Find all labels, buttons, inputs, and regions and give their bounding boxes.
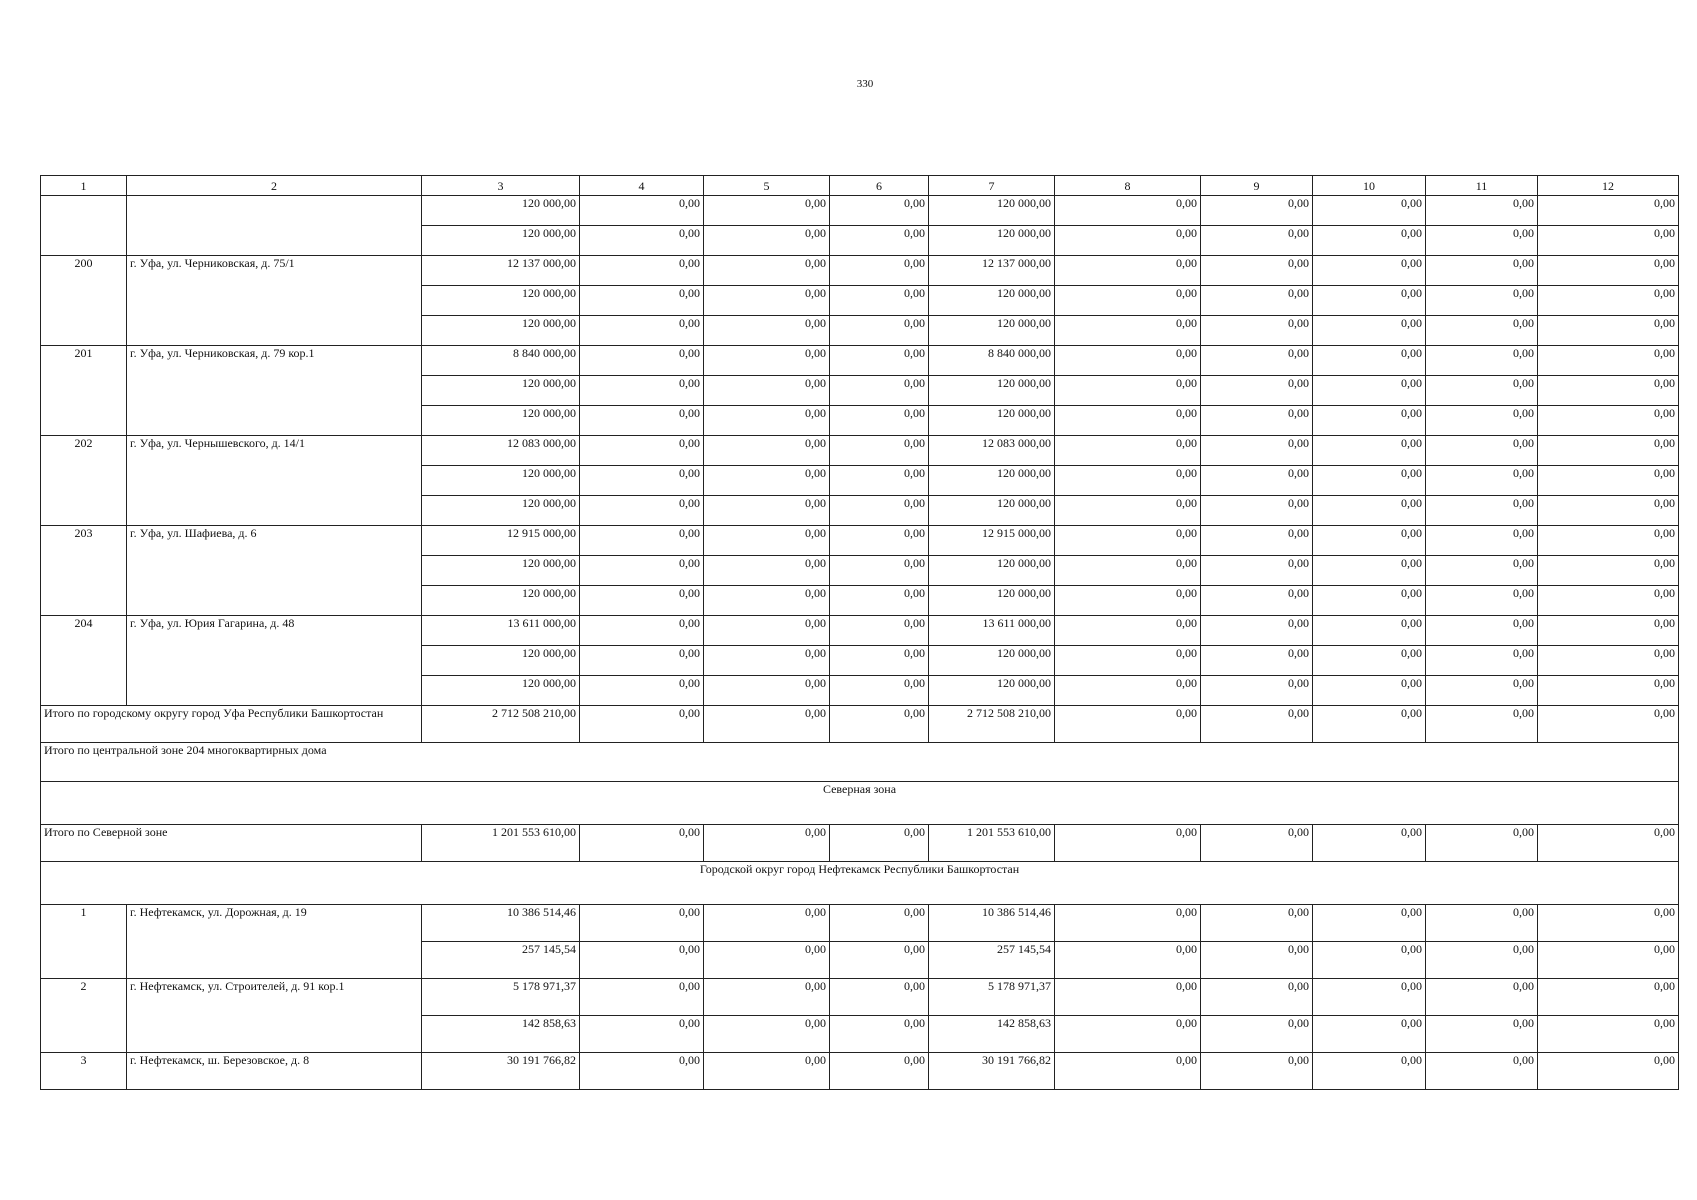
amount-col-3: 120 000,00 — [422, 406, 580, 436]
amount-col-8: 0,00 — [1055, 436, 1201, 466]
amount-col-11: 0,00 — [1426, 646, 1538, 676]
amount-col-5: 0,00 — [704, 646, 830, 676]
amount-col-4: 0,00 — [580, 316, 704, 346]
amount-col-9: 0,00 — [1201, 496, 1313, 526]
amount-col-10: 0,00 — [1313, 1016, 1426, 1053]
amount-col-6: 0,00 — [830, 706, 929, 743]
amount-col-4: 0,00 — [580, 526, 704, 556]
amount-col-11: 0,00 — [1426, 436, 1538, 466]
amount-col-11: 0,00 — [1426, 905, 1538, 942]
north-total-label: Итого по Северной зоне — [41, 825, 422, 862]
amount-col-3: 120 000,00 — [422, 286, 580, 316]
amount-col-7: 8 840 000,00 — [929, 346, 1055, 376]
amount-col-6: 0,00 — [830, 316, 929, 346]
north-zone-title-row — [41, 782, 1679, 825]
amount-col-10: 0,00 — [1313, 526, 1426, 556]
amount-col-3: 12 137 000,00 — [422, 256, 580, 286]
address-cell: г. Нефтекамск, ул. Дорожная, д. 19 — [127, 905, 422, 979]
column-header-11: 11 — [1426, 176, 1538, 196]
column-header-2: 2 — [127, 176, 422, 196]
amount-col-6: 0,00 — [830, 646, 929, 676]
amount-col-8: 0,00 — [1055, 586, 1201, 616]
amount-col-12: 0,00 — [1538, 942, 1679, 979]
amount-col-8: 0,00 — [1055, 256, 1201, 286]
building-row — [41, 346, 1679, 376]
amount-col-11: 0,00 — [1426, 586, 1538, 616]
continuation-row — [41, 196, 1679, 226]
amount-col-3: 120 000,00 — [422, 586, 580, 616]
amount-col-9: 0,00 — [1201, 316, 1313, 346]
amount-col-3: 12 083 000,00 — [422, 436, 580, 466]
amount-col-9: 0,00 — [1201, 979, 1313, 1016]
amount-col-8: 0,00 — [1055, 1016, 1201, 1053]
amount-col-10: 0,00 — [1313, 346, 1426, 376]
amount-col-3: 10 386 514,46 — [422, 905, 580, 942]
amount-col-7: 120 000,00 — [929, 226, 1055, 256]
amount-col-4: 0,00 — [580, 1053, 704, 1090]
amount-col-10: 0,00 — [1313, 196, 1426, 226]
amount-col-5: 0,00 — [704, 1053, 830, 1090]
amount-col-10: 0,00 — [1313, 616, 1426, 646]
amount-col-8: 0,00 — [1055, 676, 1201, 706]
amount-col-11: 0,00 — [1426, 616, 1538, 646]
column-header-1: 1 — [41, 176, 127, 196]
amount-col-4: 0,00 — [580, 646, 704, 676]
amount-col-3: 120 000,00 — [422, 676, 580, 706]
amount-col-4: 0,00 — [580, 586, 704, 616]
amount-col-4: 0,00 — [580, 466, 704, 496]
amount-col-11: 0,00 — [1426, 979, 1538, 1016]
amount-col-10: 0,00 — [1313, 466, 1426, 496]
amount-col-3: 8 840 000,00 — [422, 346, 580, 376]
north-total-row — [41, 825, 1679, 862]
amount-col-12: 0,00 — [1538, 526, 1679, 556]
amount-col-12: 0,00 — [1538, 646, 1679, 676]
address-cell: г. Уфа, ул. Черниковская, д. 79 кор.1 — [127, 346, 422, 436]
amount-col-3: 120 000,00 — [422, 226, 580, 256]
amount-col-6: 0,00 — [830, 406, 929, 436]
amount-col-7: 5 178 971,37 — [929, 979, 1055, 1016]
amount-col-7: 120 000,00 — [929, 406, 1055, 436]
amount-col-11: 0,00 — [1426, 286, 1538, 316]
amount-col-8: 0,00 — [1055, 706, 1201, 743]
amount-col-5: 0,00 — [704, 226, 830, 256]
amount-col-9: 0,00 — [1201, 526, 1313, 556]
amount-col-7: 120 000,00 — [929, 496, 1055, 526]
amount-col-12: 0,00 — [1538, 196, 1679, 226]
amount-col-7: 120 000,00 — [929, 466, 1055, 496]
amount-col-6: 0,00 — [830, 1016, 929, 1053]
amount-col-12: 0,00 — [1538, 556, 1679, 586]
amount-col-7: 12 083 000,00 — [929, 436, 1055, 466]
amount-col-12: 0,00 — [1538, 979, 1679, 1016]
amount-col-5: 0,00 — [704, 979, 830, 1016]
amount-col-4: 0,00 — [580, 979, 704, 1016]
amount-col-12: 0,00 — [1538, 496, 1679, 526]
amount-col-7: 12 915 000,00 — [929, 526, 1055, 556]
amount-col-10: 0,00 — [1313, 406, 1426, 436]
amount-col-4: 0,00 — [580, 556, 704, 586]
column-header-10: 10 — [1313, 176, 1426, 196]
amount-col-3: 120 000,00 — [422, 646, 580, 676]
amount-col-5: 0,00 — [704, 905, 830, 942]
amount-col-8: 0,00 — [1055, 346, 1201, 376]
column-header-5: 5 — [704, 176, 830, 196]
building-row — [41, 616, 1679, 646]
amount-col-5: 0,00 — [704, 556, 830, 586]
amount-col-4: 0,00 — [580, 226, 704, 256]
amount-col-11: 0,00 — [1426, 256, 1538, 286]
amount-col-4: 0,00 — [580, 196, 704, 226]
column-header-6: 6 — [830, 176, 929, 196]
amount-col-10: 0,00 — [1313, 905, 1426, 942]
ufa-total-label: Итого по городскому округу город Уфа Республики Башкортостан — [41, 706, 422, 743]
column-header-12: 12 — [1538, 176, 1679, 196]
amount-col-5: 0,00 — [704, 436, 830, 466]
column-header-9: 9 — [1201, 176, 1313, 196]
amount-col-9: 0,00 — [1201, 436, 1313, 466]
amount-col-7: 142 858,63 — [929, 1016, 1055, 1053]
amount-col-12: 0,00 — [1538, 676, 1679, 706]
address-cell — [127, 196, 422, 256]
row-number-cell: 202 — [41, 436, 127, 526]
amount-col-8: 0,00 — [1055, 942, 1201, 979]
amount-col-8: 0,00 — [1055, 905, 1201, 942]
amount-col-9: 0,00 — [1201, 586, 1313, 616]
amount-col-7: 120 000,00 — [929, 646, 1055, 676]
amount-col-6: 0,00 — [830, 346, 929, 376]
amount-col-9: 0,00 — [1201, 196, 1313, 226]
amount-col-6: 0,00 — [830, 196, 929, 226]
amount-col-10: 0,00 — [1313, 286, 1426, 316]
amount-col-8: 0,00 — [1055, 466, 1201, 496]
amount-col-9: 0,00 — [1201, 556, 1313, 586]
building-row — [41, 979, 1679, 1016]
amount-col-10: 0,00 — [1313, 942, 1426, 979]
row-number-cell: 2 — [41, 979, 127, 1053]
amount-col-12: 0,00 — [1538, 406, 1679, 436]
amount-col-4: 0,00 — [580, 1016, 704, 1053]
amount-col-8: 0,00 — [1055, 556, 1201, 586]
amount-col-10: 0,00 — [1313, 256, 1426, 286]
amount-col-12: 0,00 — [1538, 586, 1679, 616]
amount-col-7: 10 386 514,46 — [929, 905, 1055, 942]
amount-col-8: 0,00 — [1055, 286, 1201, 316]
amount-col-4: 0,00 — [580, 406, 704, 436]
building-row — [41, 256, 1679, 286]
amount-col-7: 257 145,54 — [929, 942, 1055, 979]
amount-col-5: 0,00 — [704, 586, 830, 616]
amount-col-8: 0,00 — [1055, 406, 1201, 436]
amount-col-8: 0,00 — [1055, 1053, 1201, 1090]
amount-col-11: 0,00 — [1426, 466, 1538, 496]
central-zone-total-row — [41, 743, 1679, 782]
amount-col-4: 0,00 — [580, 905, 704, 942]
amount-col-11: 0,00 — [1426, 406, 1538, 436]
amount-col-3: 120 000,00 — [422, 196, 580, 226]
amount-col-3: 120 000,00 — [422, 496, 580, 526]
amount-col-5: 0,00 — [704, 942, 830, 979]
north-zone-title: Северная зона — [41, 782, 1679, 825]
row-number-cell: 200 — [41, 256, 127, 346]
amount-col-11: 0,00 — [1426, 556, 1538, 586]
amount-col-12: 0,00 — [1538, 825, 1679, 862]
amount-col-11: 0,00 — [1426, 376, 1538, 406]
row-number-cell — [41, 196, 127, 256]
address-cell: г. Уфа, ул. Чернышевского, д. 14/1 — [127, 436, 422, 526]
amount-col-9: 0,00 — [1201, 942, 1313, 979]
amount-col-9: 0,00 — [1201, 376, 1313, 406]
amount-col-8: 0,00 — [1055, 979, 1201, 1016]
amount-col-12: 0,00 — [1538, 316, 1679, 346]
amount-col-10: 0,00 — [1313, 496, 1426, 526]
amount-col-6: 0,00 — [830, 496, 929, 526]
page-number: 330 — [856, 78, 874, 90]
amount-col-7: 120 000,00 — [929, 376, 1055, 406]
row-number-cell: 3 — [41, 1053, 127, 1090]
row-number-cell: 201 — [41, 346, 127, 436]
amount-col-5: 0,00 — [704, 196, 830, 226]
amount-col-9: 0,00 — [1201, 286, 1313, 316]
amount-col-3: 5 178 971,37 — [422, 979, 580, 1016]
amount-col-5: 0,00 — [704, 676, 830, 706]
amount-col-4: 0,00 — [580, 496, 704, 526]
amount-col-4: 0,00 — [580, 676, 704, 706]
amount-col-9: 0,00 — [1201, 256, 1313, 286]
address-cell: г. Уфа, ул. Шафиева, д. 6 — [127, 526, 422, 616]
amount-col-7: 120 000,00 — [929, 286, 1055, 316]
amount-col-10: 0,00 — [1313, 676, 1426, 706]
address-cell: г. Нефтекамск, ш. Березовское, д. 8 — [127, 1053, 422, 1090]
amount-col-10: 0,00 — [1313, 706, 1426, 743]
ufa-total-row — [41, 706, 1679, 743]
amount-col-11: 0,00 — [1426, 196, 1538, 226]
amount-col-6: 0,00 — [830, 905, 929, 942]
amount-col-6: 0,00 — [830, 676, 929, 706]
amount-col-7: 2 712 508 210,00 — [929, 706, 1055, 743]
building-row — [41, 526, 1679, 556]
amount-col-6: 0,00 — [830, 942, 929, 979]
amount-col-6: 0,00 — [830, 436, 929, 466]
column-header-3: 3 — [422, 176, 580, 196]
amount-col-12: 0,00 — [1538, 286, 1679, 316]
amount-col-3: 30 191 766,82 — [422, 1053, 580, 1090]
amount-col-11: 0,00 — [1426, 942, 1538, 979]
amount-col-11: 0,00 — [1426, 496, 1538, 526]
address-cell: г. Нефтекамск, ул. Строителей, д. 91 кор.1 — [127, 979, 422, 1053]
amount-col-11: 0,00 — [1426, 1016, 1538, 1053]
amount-col-11: 0,00 — [1426, 346, 1538, 376]
amount-col-7: 120 000,00 — [929, 676, 1055, 706]
amount-col-10: 0,00 — [1313, 316, 1426, 346]
amount-col-5: 0,00 — [704, 706, 830, 743]
amount-col-8: 0,00 — [1055, 316, 1201, 346]
amount-col-6: 0,00 — [830, 376, 929, 406]
amount-col-3: 120 000,00 — [422, 376, 580, 406]
amount-col-7: 120 000,00 — [929, 316, 1055, 346]
amount-col-3: 120 000,00 — [422, 316, 580, 346]
amount-col-12: 0,00 — [1538, 1016, 1679, 1053]
amount-col-9: 0,00 — [1201, 226, 1313, 256]
column-header-7: 7 — [929, 176, 1055, 196]
amount-col-10: 0,00 — [1313, 646, 1426, 676]
amount-col-12: 0,00 — [1538, 376, 1679, 406]
amount-col-4: 0,00 — [580, 825, 704, 862]
amount-col-12: 0,00 — [1538, 466, 1679, 496]
amount-col-3: 257 145,54 — [422, 942, 580, 979]
amount-col-9: 0,00 — [1201, 1016, 1313, 1053]
row-number-cell: 204 — [41, 616, 127, 706]
amount-col-4: 0,00 — [580, 346, 704, 376]
amount-col-12: 0,00 — [1538, 706, 1679, 743]
amount-col-8: 0,00 — [1055, 196, 1201, 226]
amount-col-9: 0,00 — [1201, 646, 1313, 676]
amount-col-6: 0,00 — [830, 825, 929, 862]
amount-col-11: 0,00 — [1426, 526, 1538, 556]
amount-col-12: 0,00 — [1538, 1053, 1679, 1090]
amount-col-7: 120 000,00 — [929, 586, 1055, 616]
amount-col-6: 0,00 — [830, 256, 929, 286]
amount-col-9: 0,00 — [1201, 825, 1313, 862]
neftekamsk-title-row — [41, 862, 1679, 905]
column-header-8: 8 — [1055, 176, 1201, 196]
amount-col-4: 0,00 — [580, 436, 704, 466]
amount-col-9: 0,00 — [1201, 676, 1313, 706]
amount-col-5: 0,00 — [704, 616, 830, 646]
amount-col-5: 0,00 — [704, 496, 830, 526]
amount-col-6: 0,00 — [830, 556, 929, 586]
amount-col-12: 0,00 — [1538, 616, 1679, 646]
amount-col-4: 0,00 — [580, 942, 704, 979]
amount-col-6: 0,00 — [830, 586, 929, 616]
amount-col-10: 0,00 — [1313, 979, 1426, 1016]
column-header-4: 4 — [580, 176, 704, 196]
amount-col-5: 0,00 — [704, 1016, 830, 1053]
amount-col-3: 142 858,63 — [422, 1016, 580, 1053]
amount-col-9: 0,00 — [1201, 616, 1313, 646]
amount-col-10: 0,00 — [1313, 436, 1426, 466]
amount-col-4: 0,00 — [580, 616, 704, 646]
amount-col-6: 0,00 — [830, 286, 929, 316]
amount-col-3: 1 201 553 610,00 — [422, 825, 580, 862]
amount-col-8: 0,00 — [1055, 376, 1201, 406]
amount-col-6: 0,00 — [830, 526, 929, 556]
amount-col-7: 12 137 000,00 — [929, 256, 1055, 286]
building-row — [41, 905, 1679, 942]
amount-col-8: 0,00 — [1055, 526, 1201, 556]
amount-col-11: 0,00 — [1426, 226, 1538, 256]
amount-col-12: 0,00 — [1538, 226, 1679, 256]
amount-col-10: 0,00 — [1313, 376, 1426, 406]
amount-col-5: 0,00 — [704, 406, 830, 436]
amount-col-10: 0,00 — [1313, 825, 1426, 862]
amount-col-9: 0,00 — [1201, 346, 1313, 376]
amount-col-10: 0,00 — [1313, 556, 1426, 586]
amount-col-11: 0,00 — [1426, 316, 1538, 346]
central-zone-total-label: Итого по центральной зоне 204 многоквартирных дома — [41, 743, 1679, 782]
amount-col-12: 0,00 — [1538, 256, 1679, 286]
amount-col-9: 0,00 — [1201, 706, 1313, 743]
address-cell: г. Уфа, ул. Черниковская, д. 75/1 — [127, 256, 422, 346]
amount-col-8: 0,00 — [1055, 496, 1201, 526]
amount-col-11: 0,00 — [1426, 825, 1538, 862]
amount-col-9: 0,00 — [1201, 1053, 1313, 1090]
amount-col-12: 0,00 — [1538, 905, 1679, 942]
amount-col-4: 0,00 — [580, 286, 704, 316]
amount-col-10: 0,00 — [1313, 1053, 1426, 1090]
amount-col-7: 30 191 766,82 — [929, 1053, 1055, 1090]
row-number-cell: 203 — [41, 526, 127, 616]
table-body — [41, 176, 1679, 1090]
amount-col-3: 13 611 000,00 — [422, 616, 580, 646]
amount-col-6: 0,00 — [830, 616, 929, 646]
amount-col-10: 0,00 — [1313, 226, 1426, 256]
amount-col-3: 120 000,00 — [422, 556, 580, 586]
amount-col-9: 0,00 — [1201, 406, 1313, 436]
amount-col-11: 0,00 — [1426, 706, 1538, 743]
building-row — [41, 436, 1679, 466]
amount-col-5: 0,00 — [704, 526, 830, 556]
amount-col-12: 0,00 — [1538, 346, 1679, 376]
amount-col-5: 0,00 — [704, 286, 830, 316]
amount-col-6: 0,00 — [830, 466, 929, 496]
amount-col-3: 120 000,00 — [422, 466, 580, 496]
amount-col-9: 0,00 — [1201, 905, 1313, 942]
amount-col-4: 0,00 — [580, 256, 704, 286]
amount-col-12: 0,00 — [1538, 436, 1679, 466]
amount-col-5: 0,00 — [704, 825, 830, 862]
neftekamsk-title: Городской округ город Нефтекамск Республики Башкортостан — [41, 862, 1679, 905]
amount-col-7: 13 611 000,00 — [929, 616, 1055, 646]
amount-col-9: 0,00 — [1201, 466, 1313, 496]
amount-col-5: 0,00 — [704, 316, 830, 346]
amount-col-6: 0,00 — [830, 979, 929, 1016]
amount-col-11: 0,00 — [1426, 1053, 1538, 1090]
amount-col-5: 0,00 — [704, 346, 830, 376]
amount-col-7: 120 000,00 — [929, 556, 1055, 586]
amount-col-6: 0,00 — [830, 226, 929, 256]
amount-col-3: 2 712 508 210,00 — [422, 706, 580, 743]
amount-col-8: 0,00 — [1055, 646, 1201, 676]
amount-col-5: 0,00 — [704, 256, 830, 286]
amount-col-5: 0,00 — [704, 466, 830, 496]
amount-col-6: 0,00 — [830, 1053, 929, 1090]
amount-col-11: 0,00 — [1426, 676, 1538, 706]
funding-table — [40, 175, 1679, 1090]
building-row — [41, 1053, 1679, 1090]
address-cell: г. Уфа, ул. Юрия Гагарина, д. 48 — [127, 616, 422, 706]
amount-col-4: 0,00 — [580, 706, 704, 743]
amount-col-3: 12 915 000,00 — [422, 526, 580, 556]
amount-col-8: 0,00 — [1055, 226, 1201, 256]
row-number-cell: 1 — [41, 905, 127, 979]
amount-col-4: 0,00 — [580, 376, 704, 406]
column-header-row — [41, 176, 1679, 196]
amount-col-8: 0,00 — [1055, 825, 1201, 862]
amount-col-5: 0,00 — [704, 376, 830, 406]
amount-col-10: 0,00 — [1313, 586, 1426, 616]
amount-col-7: 1 201 553 610,00 — [929, 825, 1055, 862]
amount-col-7: 120 000,00 — [929, 196, 1055, 226]
amount-col-8: 0,00 — [1055, 616, 1201, 646]
